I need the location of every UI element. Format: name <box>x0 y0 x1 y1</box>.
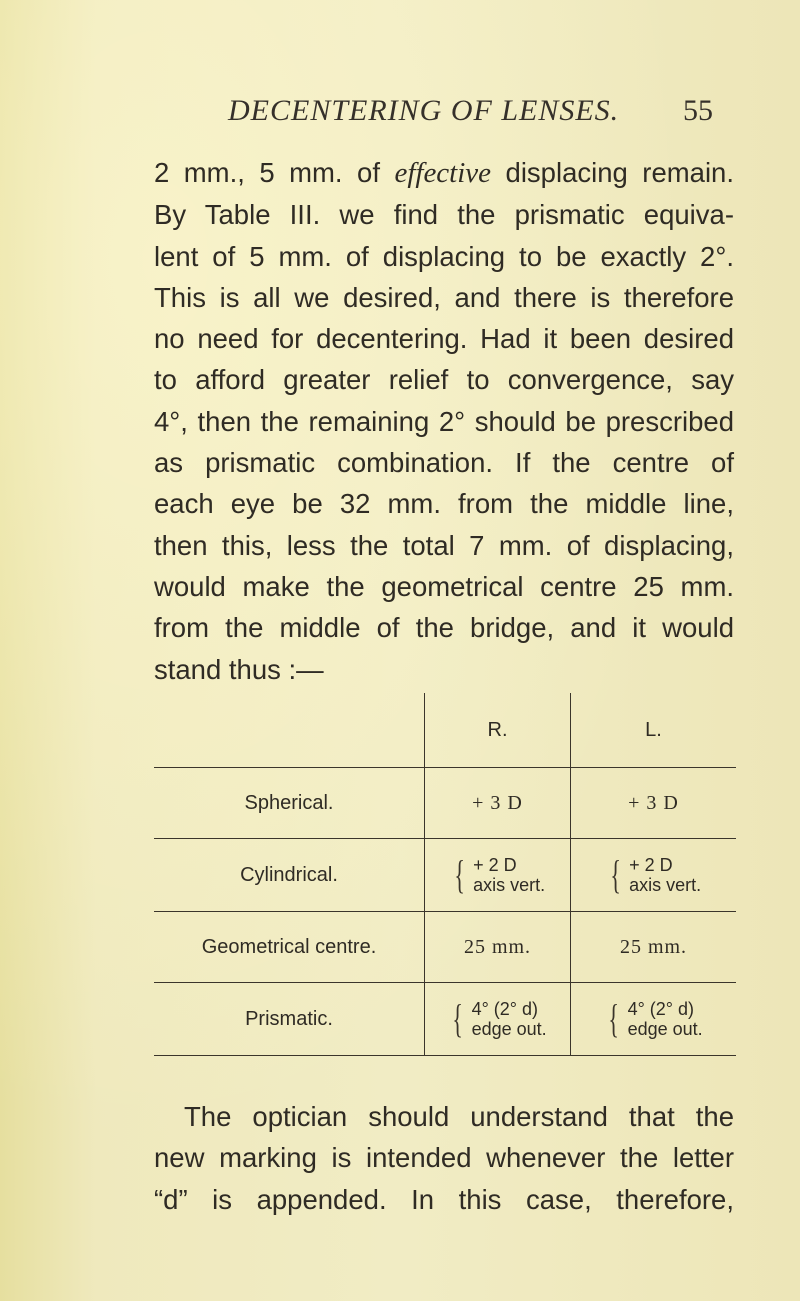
text-line: This is all we desired, and there is therefore <box>154 281 734 313</box>
emphasis-effective: effective <box>394 157 492 189</box>
cylindrical-right <box>425 839 571 912</box>
text-line: 4°, then the remaining 2° should be prescribed <box>154 405 734 437</box>
paragraph-2 <box>154 1096 734 1220</box>
text-line: then this, less the total 7 mm. of displacing, <box>154 529 734 561</box>
cylindrical-right-power: + 2 D <box>473 855 517 875</box>
text-line: 2 mm., 5 mm. of effective displacing remain. <box>154 157 734 189</box>
text-line: no need for decentering. Had it been desired <box>154 323 734 355</box>
table-row <box>154 768 736 839</box>
row-label-geometrical-centre: Geometrical centre. <box>154 912 425 983</box>
prismatic-left <box>571 983 737 1056</box>
prismatic-left-edge: edge out. <box>627 1019 703 1039</box>
paragraph-1 <box>154 152 734 690</box>
brace-icon: { <box>610 852 621 897</box>
spherical-left: + 3 D <box>571 768 737 839</box>
table-header-row <box>154 693 736 768</box>
geometrical-centre-right: 25 mm. <box>425 912 571 983</box>
text-line: lent of 5 mm. of displacing to be exactly 2°. <box>154 240 734 272</box>
table-row <box>154 839 736 912</box>
prismatic-right-edge: edge out. <box>471 1019 547 1039</box>
text-line: would make the geometrical centre 25 mm. <box>154 570 734 602</box>
text-line: stand thus :— <box>154 653 324 685</box>
row-label-prismatic: Prismatic. <box>154 983 425 1056</box>
cylindrical-left-axis: axis vert. <box>629 875 702 895</box>
page-number: 55 <box>683 94 713 127</box>
table-row <box>154 912 736 983</box>
cylindrical-left <box>571 839 737 912</box>
text-line: new marking is intended whenever the letter <box>154 1142 734 1174</box>
text-line: from the middle of the bridge, and it would <box>154 612 734 644</box>
prismatic-left-degrees: 4° (2° d) <box>627 999 694 1019</box>
running-head <box>0 88 800 128</box>
spherical-right: + 3 D <box>425 768 571 839</box>
row-label-cylindrical: Cylindrical. <box>154 839 425 912</box>
text-line: as prismatic combination. If the centre of <box>154 447 734 479</box>
text-line: “d” is appended. In this case, therefore, <box>154 1183 734 1215</box>
brace-icon: { <box>454 852 465 897</box>
text-line: By Table III. we find the prismatic equiva- <box>154 199 734 231</box>
header-left-eye: L. <box>571 693 737 768</box>
row-label-spherical: Spherical. <box>154 768 425 839</box>
text-line: to afford greater relief to convergence, say <box>154 364 734 396</box>
cylindrical-left-power: + 2 D <box>629 855 673 875</box>
prismatic-right-degrees: 4° (2° d) <box>471 999 538 1019</box>
prescription-table <box>154 693 736 1056</box>
geometrical-centre-left: 25 mm. <box>571 912 737 983</box>
cylindrical-right-axis: axis vert. <box>473 875 546 895</box>
table-row <box>154 983 736 1056</box>
header-right-eye: R. <box>425 693 571 768</box>
header-blank-cell <box>154 693 425 768</box>
text-line: each eye be 32 mm. from the middle line, <box>154 488 734 520</box>
brace-icon: { <box>608 996 620 1041</box>
prismatic-right <box>425 983 571 1056</box>
running-title: DECENTERING OF LENSES. <box>228 94 620 127</box>
brace-icon: { <box>452 996 464 1041</box>
text-line: The optician should understand that the <box>184 1101 734 1132</box>
